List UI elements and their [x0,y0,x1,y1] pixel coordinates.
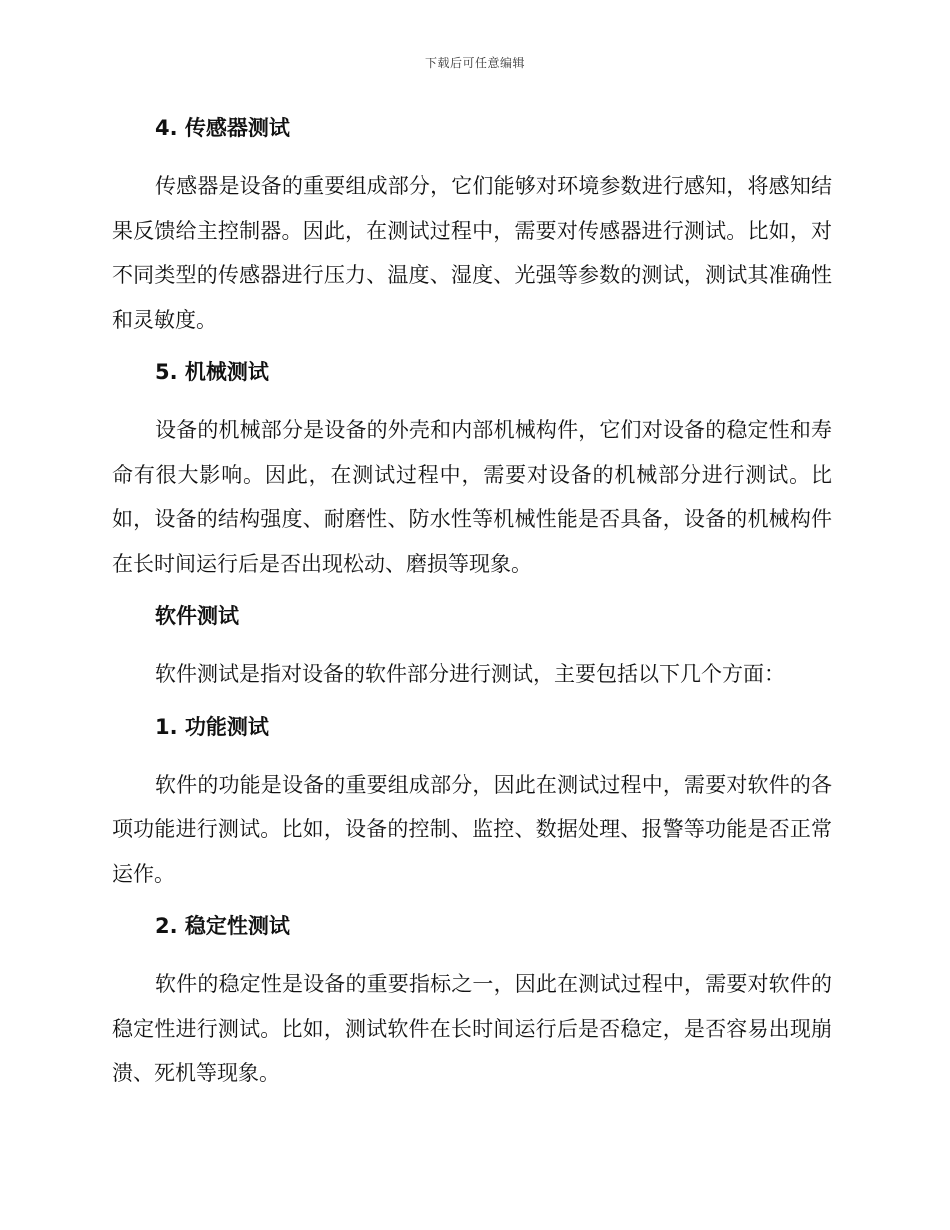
stability-test-heading: 2. 稳定性测试 [155,914,290,938]
section-4-paragraph: 传感器是设备的重要组成部分，它们能够对环境参数进行感知，将感知结果反馈给主控制器。因此，在测试过程中，需要对传感器进行测试。比如，对不同类型的传感器进行压力、温度、湿度、光强等参数的测试，测试其准确性和灵敏度。 [112,174,832,332]
section-4-heading: 4. 传感器测试 [155,116,290,140]
document-body [112,112,832,1096]
software-test-heading: 软件测试 [155,604,239,628]
function-test-heading: 1. 功能测试 [155,714,269,739]
section-5-heading: 5. 机械测试 [155,360,269,384]
function-test-paragraph: 软件的功能是设备的重要组成部分，因此在测试过程中，需要对软件的各项功能进行测试。比如，设备的控制、监控、数据处理、报警等功能是否正常运作。 [112,772,832,886]
software-test-intro: 软件测试是指对设备的软件部分进行测试，主要包括以下几个方面： [155,662,785,686]
section-5-paragraph: 设备的机械部分是设备的外壳和内部机械构件，它们对设备的稳定性和寿命有很大影响。因此，在测试过程中，需要对设备的机械部分进行测试。比如，设备的结构强度、耐磨性、防水性等机械性能是否具备，设备的机械构件在长时间运行后是否出现松动、磨损等现象。 [112,418,832,576]
stability-test-paragraph: 软件的稳定性是设备的重要指标之一，因此在测试过程中，需要对软件的稳定性进行测试。比如，测试软件在长时间运行后是否稳定，是否容易出现崩溃、死机等现象。 [112,972,832,1085]
header-note: 下载后可任意编辑 [424,56,525,70]
